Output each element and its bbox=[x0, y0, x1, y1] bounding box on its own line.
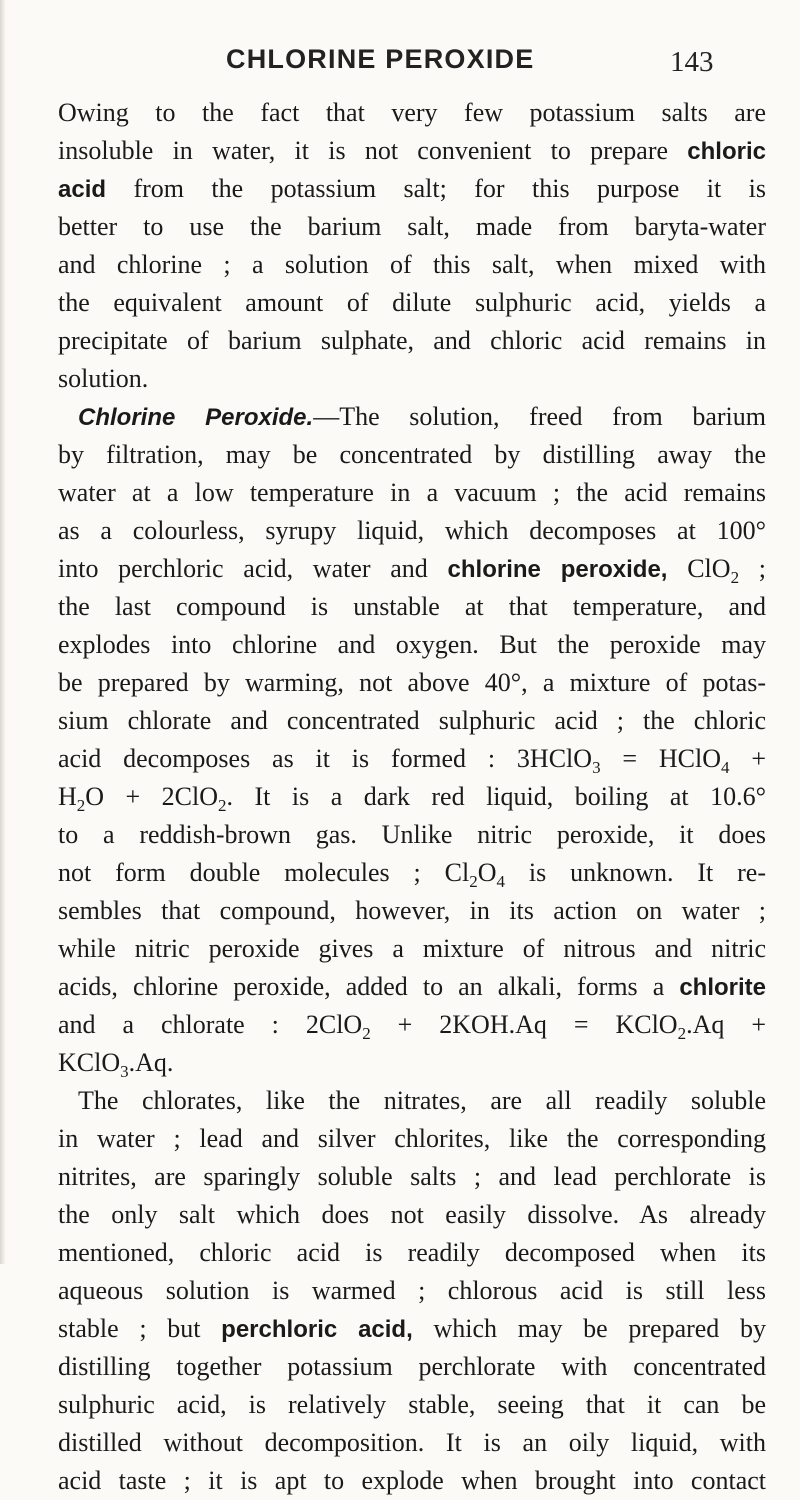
text-run: sulphuric acid, is relatively stable, seeing that it can be bbox=[58, 1390, 766, 1419]
text-line bbox=[58, 1424, 766, 1462]
subscript: 2 bbox=[76, 796, 86, 815]
text-run: from the potassium salt; for this purpose it is bbox=[106, 174, 766, 203]
text-line bbox=[58, 664, 766, 702]
text-line bbox=[58, 1348, 766, 1386]
text-run: stable ; but bbox=[58, 1314, 222, 1343]
text-run: into perchloric acid, water and bbox=[58, 554, 448, 583]
text-line bbox=[58, 1120, 766, 1158]
bold-term: perchloric acid, bbox=[221, 1316, 413, 1343]
subscript: 3 bbox=[592, 758, 601, 777]
text-line bbox=[58, 740, 766, 778]
text-line bbox=[58, 702, 766, 740]
text-run: mentioned, chloric acid is readily decomposed when its bbox=[58, 1238, 766, 1267]
text-run: = HClO bbox=[600, 744, 721, 773]
text-run: which may be prepared by bbox=[412, 1314, 767, 1343]
subscript: 2 bbox=[362, 1024, 371, 1043]
running-title: CHLORINE PEROXIDE bbox=[226, 44, 535, 74]
text-line bbox=[58, 930, 766, 968]
text-line bbox=[58, 474, 766, 512]
text-run: not form double molecules ; Cl bbox=[58, 858, 470, 887]
text-line bbox=[58, 1158, 766, 1196]
text-run: in water ; lead and silver chlorites, like the corresponding bbox=[58, 1124, 766, 1153]
text-run: + bbox=[729, 744, 766, 773]
page-edge-shadow bbox=[0, 0, 6, 1264]
text-line bbox=[58, 170, 766, 208]
subscript: 2 bbox=[469, 872, 478, 891]
bold-term: chlorite bbox=[679, 974, 766, 1001]
text-run: sium chlorate and concentrated sulphuric acid ; the chloric bbox=[58, 706, 766, 735]
bold-term: chlorine peroxide, bbox=[447, 556, 668, 583]
text-line bbox=[58, 778, 766, 816]
text-run: distilling together potassium perchlorate with concentrated bbox=[58, 1352, 766, 1381]
subscript: 2 bbox=[218, 796, 227, 815]
text-run: by filtration, may be concentrated by distilling away the bbox=[58, 440, 766, 469]
text-run: the only salt which does not easily dissolve. As already bbox=[58, 1200, 766, 1229]
text-run: acid decomposes as it is formed : 3HClO bbox=[58, 744, 593, 773]
text-line bbox=[58, 1044, 766, 1082]
text-run: to a reddish-brown gas. Unlike nitric peroxide, it does bbox=[58, 820, 766, 849]
text-line bbox=[58, 892, 766, 930]
text-run: KClO bbox=[58, 1048, 121, 1077]
text-run: H bbox=[58, 782, 77, 811]
text-line bbox=[58, 588, 766, 626]
text-run: distilled without decomposition. It is an oily liquid, with bbox=[58, 1428, 766, 1457]
text-line bbox=[58, 1272, 766, 1310]
text-run: the equivalent amount of dilute sulphuric acid, yields a bbox=[58, 288, 766, 317]
text-run: water at a low temperature in a vacuum ; the acid remains bbox=[58, 478, 766, 507]
section-heading: Chlorine Peroxide. bbox=[78, 404, 314, 431]
text-run: be prepared by warming, not above 40°, a mixture of potas- bbox=[58, 668, 766, 697]
page-header bbox=[0, 44, 800, 84]
text-run: O + 2ClO bbox=[85, 782, 219, 811]
subscript: 4 bbox=[721, 758, 730, 777]
text-run: aqueous solution is warmed ; chlorous acid is still less bbox=[58, 1276, 766, 1305]
text-run: precipitate of barium sulphate, and chloric acid remains in bbox=[58, 326, 766, 355]
text-run: the last compound is unstable at that temperature, and bbox=[58, 592, 766, 621]
text-run: .Aq + bbox=[686, 1010, 766, 1039]
text-line bbox=[58, 1310, 766, 1348]
text-run: sembles that compound, however, in its action on water ; bbox=[58, 896, 766, 925]
text-line bbox=[58, 1196, 766, 1234]
text-line bbox=[58, 1234, 766, 1272]
text-run: —The solution, freed from barium bbox=[313, 402, 766, 431]
text-line bbox=[58, 512, 766, 550]
subscript: 2 bbox=[677, 1024, 687, 1043]
text-run: and chlorine ; a solution of this salt, when mixed with bbox=[58, 250, 766, 279]
text-run: + 2KOH.Aq = KClO bbox=[370, 1010, 678, 1039]
text-line bbox=[58, 94, 766, 132]
text-run: is unknown. It re- bbox=[505, 858, 766, 887]
text-line bbox=[58, 436, 766, 474]
text-run: insoluble in water, it is not convenient to prepare bbox=[58, 136, 688, 165]
text-line bbox=[58, 322, 766, 360]
text-line bbox=[58, 1082, 766, 1120]
text-run: acid taste ; it is apt to explode when brought into contact bbox=[58, 1466, 766, 1495]
text-line bbox=[58, 626, 766, 664]
text-run: solution. bbox=[58, 364, 149, 393]
text-run: as a colourless, syrupy liquid, which decomposes at 100° bbox=[58, 516, 766, 545]
text-run: ClO bbox=[667, 554, 731, 583]
text-line bbox=[58, 398, 766, 436]
body-text bbox=[58, 94, 766, 1500]
bold-term: chloric bbox=[687, 138, 766, 165]
subscript: 4 bbox=[496, 872, 506, 891]
subscript: 3 bbox=[120, 1062, 129, 1081]
text-line bbox=[58, 132, 766, 170]
text-run: Owing to the fact that very few potassium salts are bbox=[58, 98, 766, 127]
text-line bbox=[58, 208, 766, 246]
text-line bbox=[58, 284, 766, 322]
text-line bbox=[58, 968, 766, 1006]
text-run: ; bbox=[739, 554, 767, 583]
text-line bbox=[58, 1386, 766, 1424]
text-run: and a chlorate : 2ClO bbox=[58, 1010, 363, 1039]
text-run: explodes into chlorine and oxygen. But the peroxide may bbox=[58, 630, 766, 659]
text-line bbox=[58, 360, 766, 398]
text-run: acids, chlorine peroxide, added to an alkali, forms a bbox=[58, 972, 680, 1001]
text-run: . It is a dark red liquid, boiling at 10.6° bbox=[226, 782, 767, 811]
text-run: O bbox=[477, 858, 497, 887]
page-number: 143 bbox=[670, 46, 714, 78]
text-run: while nitric peroxide gives a mixture of nitrous and nitric bbox=[58, 934, 766, 963]
text-line bbox=[58, 854, 766, 892]
text-run: The chlorates, like the nitrates, are all readily soluble bbox=[78, 1086, 766, 1115]
text-line bbox=[58, 1462, 766, 1500]
text-line bbox=[58, 246, 766, 284]
text-run: better to use the barium salt, made from baryta-water bbox=[58, 212, 766, 241]
text-line bbox=[58, 550, 766, 588]
text-line bbox=[58, 816, 766, 854]
text-run: nitrites, are sparingly soluble salts ; and lead perchlorate is bbox=[58, 1162, 766, 1191]
subscript: 2 bbox=[730, 568, 740, 587]
text-line bbox=[58, 1006, 766, 1044]
bold-term: acid bbox=[58, 176, 107, 203]
text-run: .Aq. bbox=[128, 1048, 174, 1077]
